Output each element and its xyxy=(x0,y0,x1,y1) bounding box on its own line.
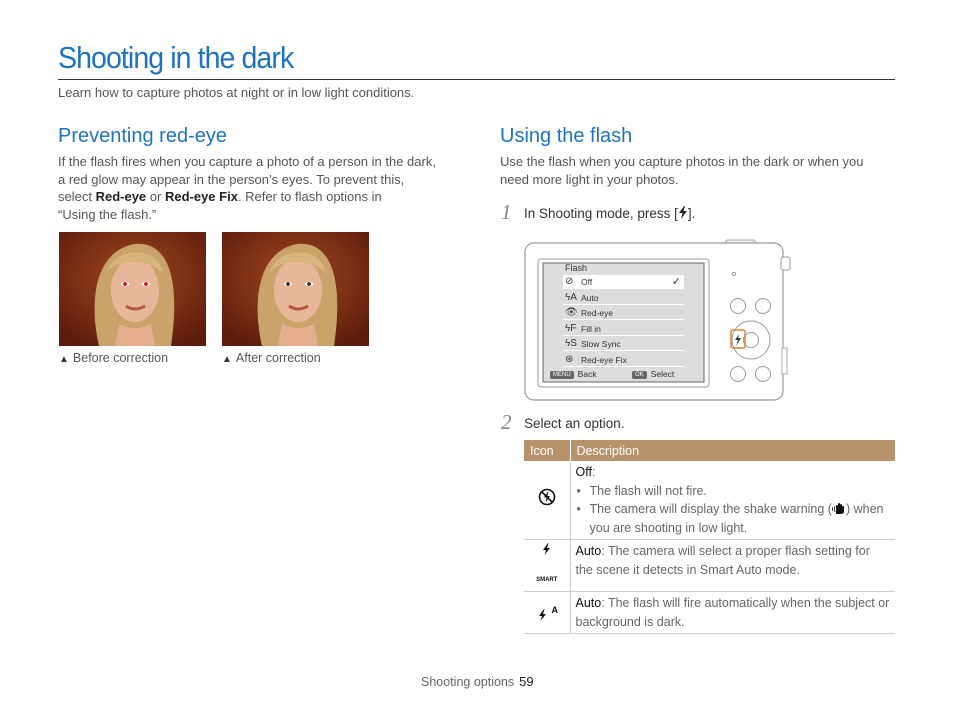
smart-label: SMART xyxy=(536,576,558,583)
row-auto-title: Auto xyxy=(575,596,602,610)
caption-after-text: After correction xyxy=(235,351,321,365)
flash-paragraph xyxy=(500,153,895,188)
step-1-pre: In Shooting mode, press [ xyxy=(524,206,678,221)
row-auto-text: : The flash will fire automatically when the subject or background is dark. xyxy=(575,596,890,629)
camera-menu-select[interactable] xyxy=(632,369,674,379)
shake-warning-pre: The camera will display the shake warning ( xyxy=(589,502,832,516)
text-select: select xyxy=(58,189,96,204)
triangle-icon: ▲ xyxy=(59,354,69,365)
red-eye-fix-icon: ⊛ xyxy=(565,354,574,365)
camera-menu-item-red-eye-fix[interactable] xyxy=(563,353,684,367)
flash-options-table xyxy=(524,440,895,634)
flash-bolt-icon xyxy=(678,206,688,221)
column-header-icon: Icon xyxy=(524,440,570,461)
flash-slow-sync-icon: ϟS xyxy=(565,338,577,349)
camera-menu-item-label: Off xyxy=(581,277,593,287)
flash-fill-in-icon: ϟF xyxy=(565,323,577,334)
camera-menu-item-label: Slow Sync xyxy=(581,339,621,349)
caption-after xyxy=(222,351,321,365)
section-heading-red-eye: Preventing red-eye xyxy=(58,125,227,147)
photo-after-correction xyxy=(222,232,369,346)
flash-off-icon xyxy=(538,495,556,509)
table-header-row xyxy=(524,440,895,461)
back-label: Back xyxy=(577,369,597,379)
shake-warning-post: ) when xyxy=(845,502,884,516)
step-1-text xyxy=(524,206,695,221)
row-off-title xyxy=(576,463,891,482)
text-refer: . Refer to flash options in xyxy=(237,189,382,204)
title-divider xyxy=(58,79,895,80)
table-cell-icon xyxy=(524,592,570,634)
table-cell-icon xyxy=(524,540,570,592)
camera-menu-item-auto[interactable] xyxy=(563,291,684,305)
check-icon: ✓ xyxy=(671,276,681,288)
red-eye-paragraph xyxy=(58,153,458,223)
flash-smart-auto-icon xyxy=(535,551,559,584)
text-or: or xyxy=(146,189,165,204)
caption-before-text: Before correction xyxy=(72,351,169,365)
shake-warning-hand-icon xyxy=(832,502,846,516)
auto-label: A xyxy=(551,604,558,615)
page-footer xyxy=(421,674,534,689)
table-cell-description xyxy=(570,540,895,592)
caption-before xyxy=(59,351,168,365)
flash-auto-icon xyxy=(536,604,559,622)
camera-menu-item-fill-in[interactable] xyxy=(563,322,684,336)
red-eye-line-3 xyxy=(58,188,458,206)
row-off-colon: : xyxy=(591,465,596,479)
photo-before-correction xyxy=(59,232,206,346)
table-cell-icon xyxy=(524,461,570,540)
flash-line-1: Use the flash when you capture photos in the dark or when you xyxy=(500,154,864,169)
table-row xyxy=(524,540,895,592)
table-row xyxy=(524,592,895,634)
camera-menu-title: Flash xyxy=(565,263,588,273)
red-eye-line-2: a red glow may appear in the person’s eyes. To prevent this, xyxy=(58,171,405,187)
row-auto-smart-title: Auto xyxy=(575,544,602,558)
camera-menu-item-slow-sync[interactable] xyxy=(563,337,684,351)
page-title: Shooting in the dark xyxy=(58,40,294,75)
section-heading-flash: Using the flash xyxy=(500,125,633,147)
row-off-list xyxy=(576,482,891,538)
red-eye-line-4: “Using the flash.” xyxy=(58,206,157,222)
shake-warning-line-2: you are shooting in low light. xyxy=(589,520,748,535)
camera-menu-item-off[interactable] xyxy=(563,275,684,289)
page-number: 59 xyxy=(519,674,534,689)
red-eye-line-1: If the flash fires when you capture a photo of a person in the dark, xyxy=(58,154,436,169)
step-1-number: 1 xyxy=(501,200,512,224)
menu-key-icon: MENU xyxy=(550,371,574,379)
list-item xyxy=(576,500,891,537)
row-auto-smart-text: : The camera will select a proper flash setting for the scene it detects in Smart Auto mode. xyxy=(575,544,870,577)
camera-menu-item-label: Fill in xyxy=(581,324,601,334)
camera-menu-item-label: Red-eye Fix xyxy=(581,355,627,365)
camera-menu-item-label: Auto xyxy=(581,293,599,303)
camera-menu-item-red-eye[interactable] xyxy=(563,306,684,320)
column-header-description: Description xyxy=(570,440,895,461)
term-red-eye: Red-eye xyxy=(95,189,147,204)
page-subtitle: Learn how to capture photos at night or in low light conditions. xyxy=(58,85,415,100)
table-cell-description xyxy=(570,461,895,540)
red-eye-icon: 👁 xyxy=(565,307,578,318)
ok-key-icon: OK xyxy=(632,371,647,379)
row-off-title-text: Off xyxy=(575,465,592,479)
triangle-icon: ▲ xyxy=(222,354,232,365)
step-1-post: ]. xyxy=(687,206,696,221)
term-red-eye-fix: Red-eye Fix xyxy=(164,189,238,204)
camera-menu-back[interactable] xyxy=(550,369,597,379)
flash-off-icon: ⊘ xyxy=(565,276,574,287)
camera-menu-item-label: Red-eye xyxy=(581,308,614,318)
step-2-number: 2 xyxy=(501,410,512,434)
list-item: • The flash will not fire. xyxy=(576,482,891,501)
flash-line-2: need more light in your photos. xyxy=(500,171,679,187)
select-label: Select xyxy=(650,369,675,379)
flash-auto-icon: ϟA xyxy=(565,292,577,303)
table-row xyxy=(524,461,895,540)
footer-section: Shooting options xyxy=(421,675,515,689)
step-2-text: Select an option. xyxy=(524,416,625,431)
table-cell-description xyxy=(570,592,895,634)
